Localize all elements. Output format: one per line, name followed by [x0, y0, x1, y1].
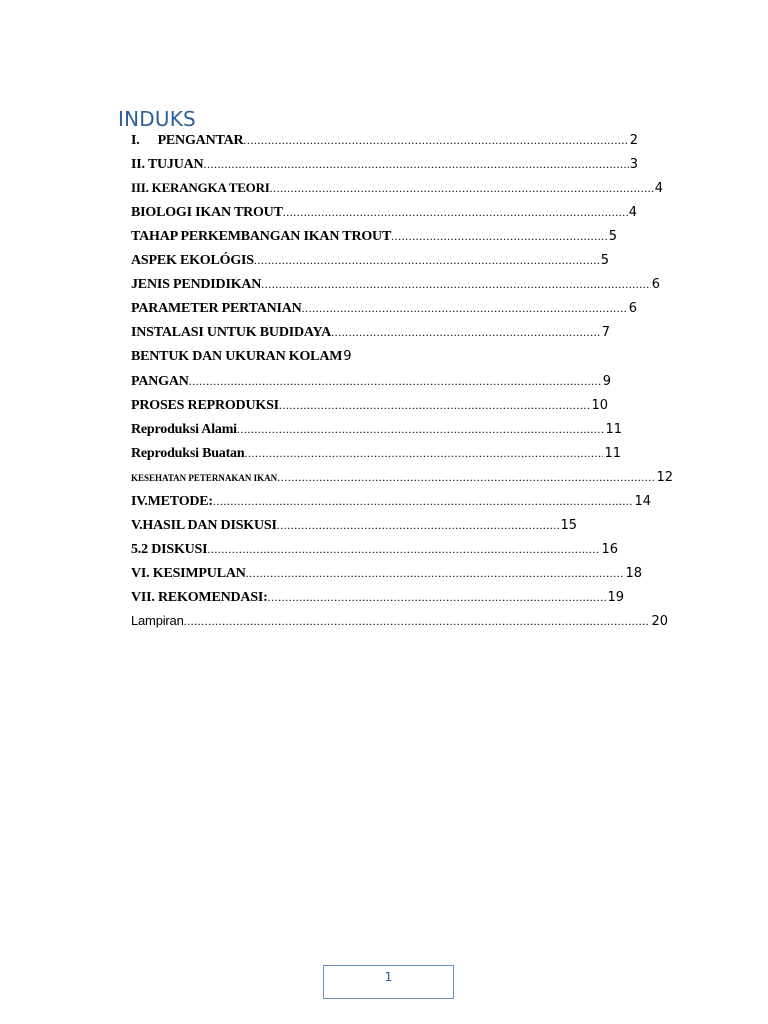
toc-leader-dots — [243, 130, 628, 150]
toc-entry-page: 3 — [629, 157, 638, 172]
toc-leader-dots — [279, 395, 591, 415]
toc-entry-label: BIOLOGI IKAN TROUT — [131, 205, 283, 220]
toc-entry-pengantar[interactable] — [131, 130, 638, 150]
toc-entry-biologi-ikan-trout[interactable] — [131, 202, 637, 222]
toc-entry-rekomendasi[interactable] — [131, 587, 624, 607]
toc-leader-dots — [261, 274, 651, 294]
toc-entry-bentuk-ukuran-kolam[interactable] — [131, 347, 431, 367]
toc-entry-label: II. TUJUAN — [131, 157, 204, 172]
toc-entry-reproduksi-buatan[interactable] — [131, 443, 621, 463]
toc-entry-label: Reproduksi Buatan — [131, 446, 245, 461]
toc-entry-label: PENGANTAR — [157, 133, 244, 148]
toc-leader-dots — [244, 443, 603, 463]
toc-leader-dots — [277, 467, 655, 487]
toc-leader-dots — [283, 202, 628, 222]
toc-leader-dots — [254, 250, 600, 270]
toc-leader-dots — [331, 322, 601, 342]
toc-entry-label: INSTALASI UNTUK BUDIDAYA — [131, 325, 332, 340]
toc-leader-dots — [189, 371, 602, 391]
toc-entry-page: 12 — [656, 470, 673, 485]
toc-entry-label: VII. REKOMENDASI: — [131, 590, 268, 605]
toc-entry-hasil-diskusi[interactable] — [131, 515, 577, 535]
toc-leader-dots — [277, 515, 560, 535]
toc-entry-number: I. — [131, 133, 140, 148]
toc-entry-page: 6 — [628, 301, 637, 316]
toc-entry-pangan[interactable] — [131, 371, 611, 391]
toc-entry-page: 16 — [601, 542, 618, 557]
toc-entry-kesimpulan[interactable] — [131, 563, 642, 583]
toc-title: INDUKS — [118, 107, 196, 131]
toc-entry-label: TAHAP PERKEMBANGAN IKAN TROUT — [131, 229, 392, 244]
toc-leader-dots — [184, 611, 651, 631]
toc-entry-kerangka-teori[interactable] — [131, 178, 663, 198]
toc-leader-dots — [270, 178, 654, 198]
toc-entry-proses-reproduksi[interactable] — [131, 395, 608, 415]
toc-entry-label: VI. KESIMPULAN — [131, 566, 246, 581]
toc-entry-label: PANGAN — [131, 374, 189, 389]
toc-entry-label: 5.2 DISKUSI — [131, 542, 208, 557]
toc-entry-tahap-perkembangan[interactable] — [131, 226, 617, 246]
toc-entry-page: 5 — [600, 253, 609, 268]
toc-entry-page: 7 — [601, 325, 610, 340]
toc-entry-label: BENTUK DAN UKURAN KOLAM — [131, 349, 343, 364]
toc-entry-page: 4 — [628, 205, 637, 220]
toc-entry-parameter-pertanian[interactable] — [131, 298, 637, 318]
toc-entry-label: V.HASIL DAN DISKUSI — [131, 518, 277, 533]
toc-entry-page: 18 — [625, 566, 642, 581]
toc-entry-label: Lampiran — [131, 613, 184, 628]
toc-entry-label: PARAMETER PERTANIAN — [131, 301, 302, 316]
toc-entry-metode[interactable] — [131, 491, 651, 511]
toc-entry-label: KESEHATAN PETERNAKAN IKAN — [131, 473, 278, 483]
toc-leader-dots — [268, 587, 607, 607]
toc-entry-page: 15 — [560, 518, 577, 533]
toc-entry-reproduksi-alami[interactable] — [131, 419, 622, 439]
toc-entry-label: PROSES REPRODUKSI — [131, 398, 279, 413]
toc-leader-dots — [203, 154, 628, 174]
toc-leader-dots — [237, 419, 605, 439]
page-number: 1 — [384, 970, 393, 984]
toc-leader-dots — [207, 539, 600, 559]
toc-entry-page: 10 — [591, 398, 608, 413]
toc-entry-page: 2 — [629, 133, 638, 148]
toc-leader-dots — [391, 226, 608, 246]
toc-entry-jenis-pendidikan[interactable] — [131, 274, 660, 294]
toc-entry-instalasi-budidaya[interactable] — [131, 322, 610, 342]
toc-entry-label: Reproduksi Alami — [131, 422, 237, 437]
toc-leader-dots — [246, 563, 625, 583]
toc-entry-lampiran[interactable] — [131, 611, 668, 631]
toc-entry-label: ASPEK EKOLÓGIS — [131, 253, 254, 268]
toc-entry-page: 5 — [608, 229, 617, 244]
toc-entry-page: 20 — [651, 614, 668, 629]
toc-entry-page: 11 — [605, 422, 622, 437]
toc-entry-aspek-ekologis[interactable] — [131, 250, 609, 270]
toc-entry-kesehatan-peternakan[interactable] — [131, 467, 673, 487]
toc-entry-page: 6 — [651, 277, 660, 292]
toc-entry-page: 4 — [654, 181, 663, 196]
toc-entry-tujuan[interactable] — [131, 154, 638, 174]
toc-entry-label: IV.METODE: — [131, 494, 213, 509]
toc-entry-diskusi[interactable] — [131, 539, 618, 559]
page-number-footer — [323, 965, 454, 999]
toc-entry-page: 11 — [604, 446, 621, 461]
toc-leader-dots — [302, 298, 628, 318]
toc-entry-label: III. KERANGKA TEORI — [131, 180, 270, 195]
toc-entry-page: 19 — [607, 590, 624, 605]
toc-entry-page: 9 — [602, 374, 611, 389]
toc-leader-dots — [213, 491, 634, 511]
toc-entry-page: 9 — [343, 349, 352, 364]
toc-entry-page: 14 — [634, 494, 651, 509]
toc-entry-label: JENIS PENDIDIKAN — [131, 277, 262, 292]
